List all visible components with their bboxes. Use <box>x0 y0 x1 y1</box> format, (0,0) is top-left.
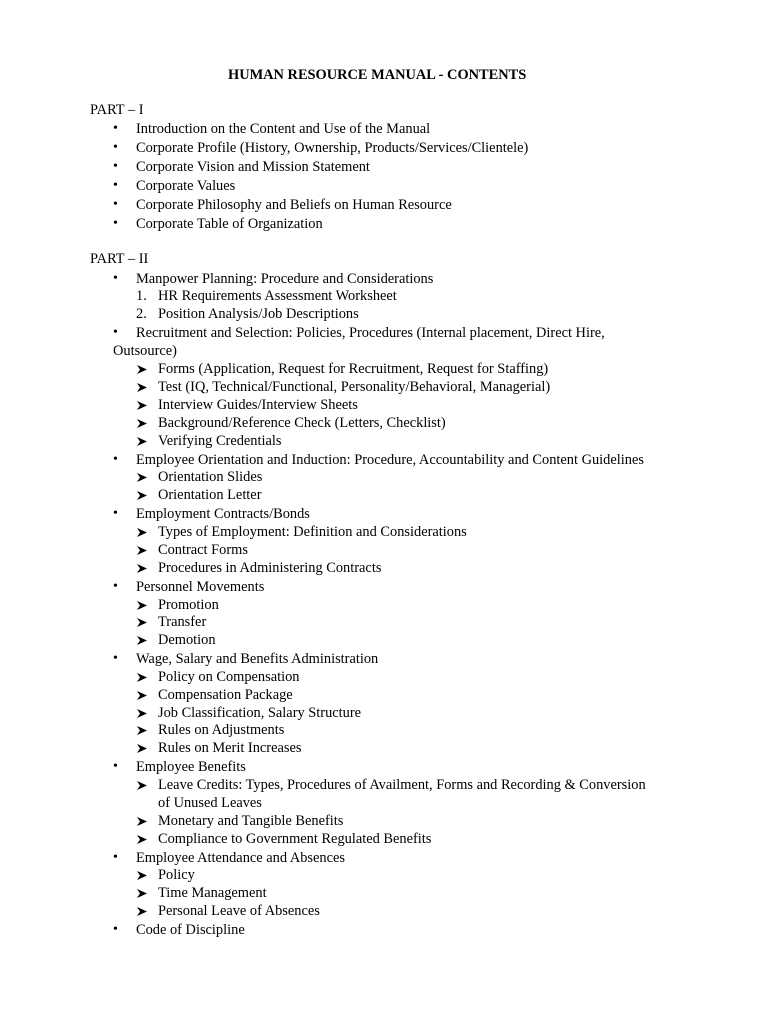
sub-item: Policy on Compensation <box>158 669 300 685</box>
list-number: 2. <box>136 306 147 322</box>
bullet: • <box>113 579 118 594</box>
list-item: Employee Benefits <box>136 759 246 775</box>
list-item: Employment Contracts/Bonds <box>136 506 310 522</box>
list-number: 1. <box>136 288 147 304</box>
sub-item: Procedures in Administering Contracts <box>158 560 382 576</box>
arrow-icon <box>136 739 148 757</box>
arrow-icon <box>136 704 148 722</box>
arrow-icon <box>136 631 148 649</box>
sub-item: Promotion <box>158 597 219 613</box>
list-item: Code of Discipline <box>136 922 245 938</box>
bullet: • <box>113 178 118 193</box>
arrow-icon <box>136 414 148 432</box>
bullet: • <box>113 271 118 286</box>
sub-item: Interview Guides/Interview Sheets <box>158 397 358 413</box>
bullet: • <box>113 159 118 174</box>
bullet: • <box>113 197 118 212</box>
bullet: • <box>113 121 118 136</box>
list-item: Corporate Vision and Mission Statement <box>136 159 370 175</box>
list-item: Recruitment and Selection: Policies, Procedures (Internal placement, Direct Hire, <box>136 325 605 341</box>
sub-item: Background/Reference Check (Letters, Checklist) <box>158 415 446 431</box>
bullet: • <box>113 216 118 231</box>
arrow-icon <box>136 559 148 577</box>
list-item: Corporate Table of Organization <box>136 216 323 232</box>
arrow-icon <box>136 776 148 794</box>
sub-item: Rules on Adjustments <box>158 722 285 738</box>
arrow-icon <box>136 884 148 902</box>
page-title: HUMAN RESOURCE MANUAL - CONTENTS <box>228 67 527 83</box>
sub-item: Forms (Application, Request for Recruitment, Request for Staffing) <box>158 361 549 377</box>
arrow-icon <box>136 596 148 614</box>
arrow-icon <box>136 668 148 686</box>
sub-item: Transfer <box>158 614 207 630</box>
sub-item: Compensation Package <box>158 687 293 703</box>
bullet: • <box>113 325 118 340</box>
arrow-icon <box>136 486 148 504</box>
sub-item-continuation: of Unused Leaves <box>158 795 262 811</box>
sub-item: Policy <box>158 867 195 883</box>
sub-item: Position Analysis/Job Descriptions <box>158 306 359 322</box>
bullet: • <box>113 452 118 467</box>
arrow-icon <box>136 468 148 486</box>
sub-item: Leave Credits: Types, Procedures of Availment, Forms and Recording & Conversion <box>158 777 646 793</box>
arrow-icon <box>136 541 148 559</box>
arrow-icon <box>136 866 148 884</box>
bullet: • <box>113 850 118 865</box>
arrow-icon <box>136 378 148 396</box>
arrow-icon <box>136 432 148 450</box>
arrow-icon <box>136 613 148 631</box>
sub-item: Time Management <box>158 885 267 901</box>
sub-item: Demotion <box>158 632 216 648</box>
list-item: Employee Orientation and Induction: Procedure, Accountability and Content Guidelines <box>136 452 644 468</box>
list-item: Personnel Movements <box>136 579 265 595</box>
part-heading: PART – II <box>90 251 149 267</box>
sub-item: Monetary and Tangible Benefits <box>158 813 344 829</box>
arrow-icon <box>136 523 148 541</box>
list-item-continuation: Outsource) <box>113 343 177 359</box>
arrow-icon <box>136 830 148 848</box>
sub-item: Job Classification, Salary Structure <box>158 705 362 721</box>
sub-item: Test (IQ, Technical/Functional, Personality/Behavioral, Managerial) <box>158 379 551 395</box>
list-item: Wage, Salary and Benefits Administration <box>136 651 379 667</box>
list-item: Corporate Philosophy and Beliefs on Human Resource <box>136 197 452 213</box>
sub-item: HR Requirements Assessment Worksheet <box>158 288 397 304</box>
arrow-icon <box>136 812 148 830</box>
bullet: • <box>113 506 118 521</box>
arrow-icon <box>136 902 148 920</box>
list-item: Introduction on the Content and Use of the Manual <box>136 121 431 137</box>
part-heading: PART – I <box>90 102 144 118</box>
arrow-icon <box>136 686 148 704</box>
arrow-icon <box>136 396 148 414</box>
sub-item: Orientation Letter <box>158 487 262 503</box>
arrow-icon <box>136 360 148 378</box>
list-item: Manpower Planning: Procedure and Considerations <box>136 271 434 287</box>
sub-item: Rules on Merit Increases <box>158 740 302 756</box>
list-item: Corporate Profile (History, Ownership, Products/Services/Clientele) <box>136 140 529 156</box>
sub-item: Verifying Credentials <box>158 433 282 449</box>
sub-item: Contract Forms <box>158 542 248 558</box>
bullet: • <box>113 140 118 155</box>
bullet: • <box>113 651 118 666</box>
list-item: Corporate Values <box>136 178 236 194</box>
sub-item: Orientation Slides <box>158 469 263 485</box>
list-item: Employee Attendance and Absences <box>136 850 345 866</box>
arrow-icon <box>136 721 148 739</box>
sub-item: Compliance to Government Regulated Benefits <box>158 831 432 847</box>
bullet: • <box>113 922 118 937</box>
sub-item: Personal Leave of Absences <box>158 903 320 919</box>
bullet: • <box>113 759 118 774</box>
sub-item: Types of Employment: Definition and Considerations <box>158 524 467 540</box>
